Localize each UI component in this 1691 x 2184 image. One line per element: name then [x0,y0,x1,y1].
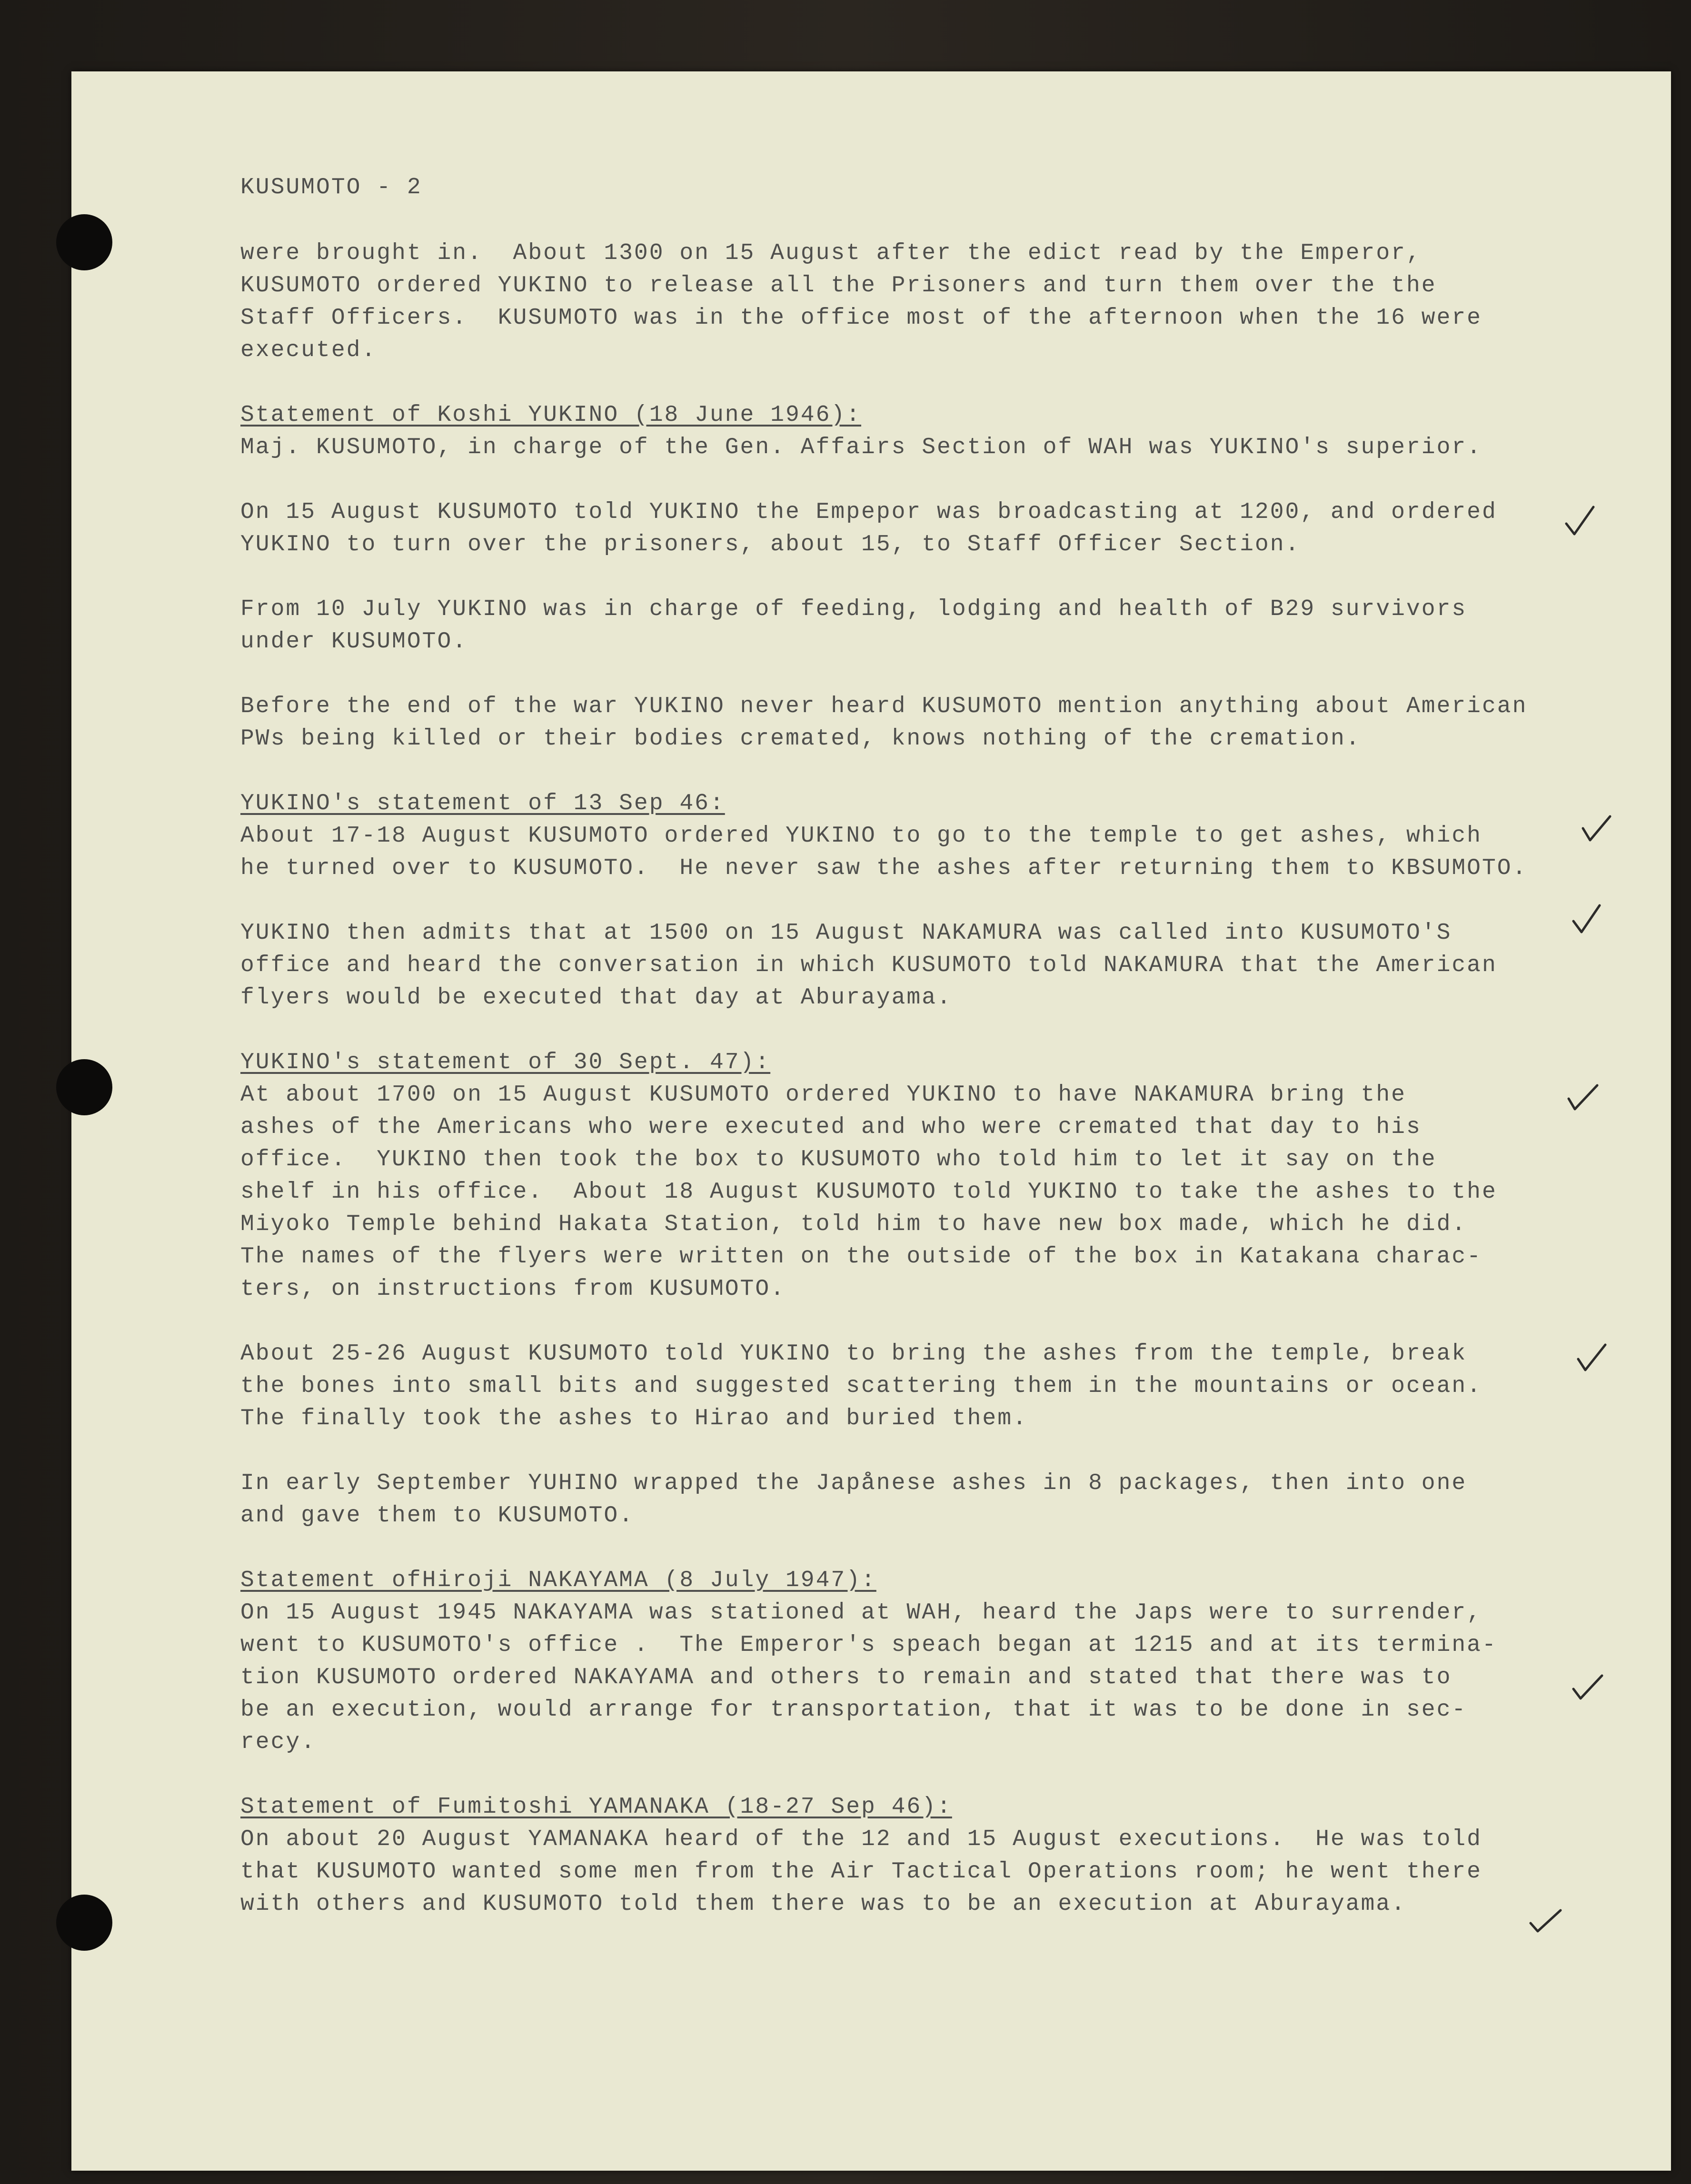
text-line: About 17-18 August KUSUMOTO ordered YUKINO to go to the temple to get ashes, which [240,823,1482,849]
text-line: ashes of the Americans who were executed and who were cremated that day to his [240,1114,1422,1140]
text-line: tion KUSUMOTO ordered NAKAYAMA and others to remain and stated that there was to [240,1665,1452,1690]
typed-text-body [240,171,1635,1953]
text-line: Maj. KUSUMOTO, in charge of the Gen. Affairs Section of WAH was YUKINO's superior. [240,435,1482,460]
text-line: and gave them to KUSUMOTO. [240,1503,634,1529]
checkmark-icon [1581,814,1614,847]
section-heading: Statement of Fumitoshi YAMANAKA (18-27 Sep 46): [240,1794,952,1820]
text-line: recy. [240,1729,317,1755]
paragraph-8 [240,1046,1635,1305]
text-line: under KUSUMOTO. [240,629,468,655]
text-line: flyers would be executed that day at Aburayama. [240,985,952,1011]
text-line: Miyoko Temple behind Hakata Station, told him to have new box made, which he did. [240,1211,1467,1237]
text-line: Before the end of the war YUKINO never heard KUSUMOTO mention anything about American [240,694,1528,719]
text-line: that KUSUMOTO wanted some men from the Air Tactical Operations room; he went there [240,1859,1482,1885]
text-line: ters, on instructions from KUSUMOTO. [240,1276,786,1302]
text-line: On 15 August KUSUMOTO told YUKINO the Empepor was broadcasting at 1200, and ordered [240,499,1497,525]
checkmark-icon [1566,1081,1600,1114]
text-line: On 15 August 1945 NAKAYAMA was stationed at WAH, heard the Japs were to surrender, [240,1600,1482,1626]
text-line: Staff Officers. KUSUMOTO was in the office most of the afternoon when the 16 were [240,305,1482,331]
text-line: At about 1700 on 15 August KUSUMOTO ordered YUKINO to have NAKAMURA bring the [240,1082,1406,1108]
text-line: On about 20 August YAMANAKA heard of the 12 and 15 August executions. He was told [240,1827,1482,1852]
text-line: The names of the flyers were written on the outside of the box in Katakana charac- [240,1244,1482,1270]
paragraph-3 [240,496,1635,561]
paragraph-10 [240,1467,1635,1532]
text-line: PWs being killed or their bodies cremated, knows nothing of the cremation. [240,726,1361,752]
paragraph-1 [240,237,1635,367]
paragraph-11 [240,1564,1635,1758]
text-line: office. YUKINO then took the box to KUSUMOTO who told him to let it say on the [240,1147,1437,1172]
paragraph-2 [240,399,1635,464]
section-heading: Statement ofHiroji NAKAYAMA (8 July 1947): [240,1568,876,1593]
paragraph-12 [240,1791,1635,1920]
checkmark-icon [1564,505,1597,538]
text-line: office and heard the conversation in which KUSUMOTO told NAKAMURA that the American [240,953,1497,978]
text-line: shelf in his office. About 18 August KUSUMOTO told YUKINO to take the ashes to the [240,1179,1497,1205]
text-line: executed. [240,338,377,363]
text-line: From 10 July YUKINO was in charge of feeding, lodging and health of B29 survivors [240,596,1467,622]
text-line: be an execution, would arrange for transportation, that it was to be done in sec- [240,1697,1467,1723]
paragraph-6 [240,787,1635,884]
text-line: he turned over to KUSUMOTO. He never saw the ashes after returning them to KBSUMOTO. [240,855,1528,881]
text-line: YUKINO then admits that at 1500 on 15 August NAKAMURA was called into KUSUMOTO'S [240,920,1452,946]
paragraph-7 [240,917,1635,1014]
text-line: About 25-26 August KUSUMOTO told YUKINO to bring the ashes from the temple, break [240,1341,1467,1367]
checkmark-icon [1576,1342,1609,1376]
text-line: KUSUMOTO ordered YUKINO to release all the Prisoners and turn them over the the [240,273,1437,298]
section-heading: YUKINO's statement of 30 Sept. 47): [240,1050,771,1075]
text-line: the bones into small bits and suggested scattering them in the mountains or ocean. [240,1373,1482,1399]
paragraph-4 [240,593,1635,658]
page-header: KUSUMOTO - 2 [240,175,422,200]
checkmark-icon [1571,904,1604,938]
punch-hole-bottom [56,1895,112,1951]
punch-hole-top [56,214,112,270]
section-heading: YUKINO's statement of 13 Sep 46: [240,791,725,816]
text-line: The finally took the ashes to Hirao and buried them. [240,1406,1028,1431]
section-heading: Statement of Koshi YUKINO (18 June 1946): [240,402,861,428]
paragraph-9 [240,1338,1635,1435]
checkmark-icon [1571,1671,1604,1704]
checkmark-icon [1528,1902,1562,1935]
text-line: YUKINO to turn over the prisoners, about 15, to Staff Officer Section. [240,532,1301,557]
paragraph-5 [240,690,1635,755]
text-line: In early September YUHINO wrapped the Japånese ashes in 8 packages, then into one [240,1470,1467,1496]
text-line: went to KUSUMOTO's office . The Emperor's speach began at 1215 and at its termina- [240,1632,1497,1658]
punch-hole-middle [56,1059,112,1115]
text-line: with others and KUSUMOTO told them there was to be an execution at Aburayama. [240,1891,1406,1917]
text-line: were brought in. About 1300 on 15 August after the edict read by the Emperor, [240,240,1422,266]
